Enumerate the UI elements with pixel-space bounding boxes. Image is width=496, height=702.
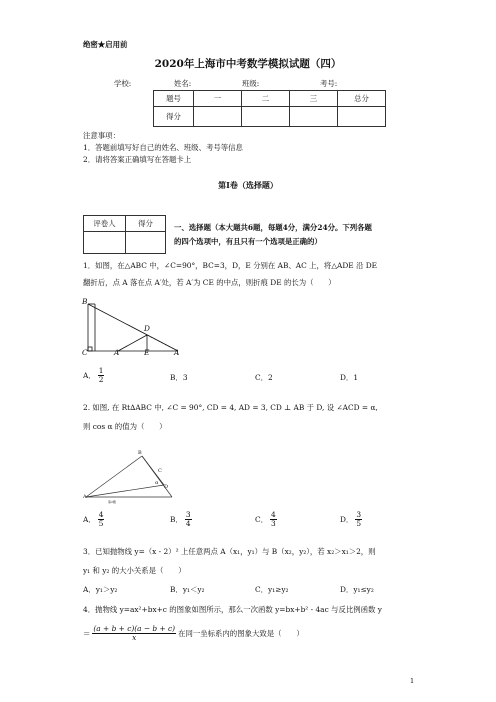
q1-figure [78,296,188,366]
score-input-cell[interactable] [290,107,338,127]
q1-fig-label-d: D [144,324,150,333]
q2-option-c[interactable] [255,511,277,528]
q2-option-d[interactable] [340,511,362,528]
score-cell: 题号 [154,91,194,107]
q1-option-d[interactable]: D．1 [340,373,359,382]
q2-option-a-fraction [98,511,105,528]
q2-option-a-label: A． [83,514,96,524]
q2-option-c-label: C． [255,514,269,524]
class-field-label: 班级: [242,79,260,88]
fraction-denominator: 5 [356,518,362,528]
q4-tail: 在同一坐标系内的图象大致是（ ） [178,628,304,638]
school-field-label: 学校: [114,79,132,88]
grader-input-cell[interactable] [84,232,126,254]
id-field-label: 考号: [320,79,338,88]
fraction-numerator: 3 [356,510,362,519]
q3-option-b[interactable]: B．y₁＜y₂ [170,585,205,594]
fraction-denominator: 4 [185,518,191,528]
q2-fig-label-c: C [158,468,162,474]
notes-heading: 注意事项： [83,131,120,140]
q4-equals: ＝ [83,628,91,638]
score-cell: 三 [290,91,338,107]
name-field-label: 姓名: [174,79,192,88]
q2-option-b[interactable] [170,511,192,528]
q1-option-a[interactable] [83,367,104,384]
q3-stem-line2: y₁ 和 y₂ 的大小关系是（ ） [83,566,186,575]
q2-figure [80,437,180,502]
exam-title: 2020年上海市中考数学模拟试题（四） [154,58,342,70]
grader-label: 评卷人 [84,216,126,232]
q3-stem-line1: 3．已知抛物线 y=（x - 2）² 上任意两点 A（x₁，y₁）与 B（x₂，y₂），若 x₂＞x₁＞2，则 [83,547,376,556]
notes-item: 2．请将答案正确填写在答题卡上 [83,155,192,164]
q2-option-c-fraction [270,511,277,528]
fraction-denominator: 3 [271,518,276,528]
volume-title: 第I卷（选择题） [218,180,278,190]
section-heading-line2: 的四个选项中，有且只有一个选项是正确的） [174,237,322,246]
fraction-numerator: 3 [185,510,191,519]
fraction-denominator: 5 [98,518,104,528]
q1-fig-label-c: C [82,348,88,357]
q2-fig-label-d: D [164,484,169,490]
q1-option-b[interactable]: B．3 [170,373,188,382]
q2-option-d-fraction [355,511,362,528]
secret-label: 绝密★启用前 [83,40,128,49]
score-input-cell[interactable] [242,107,290,127]
q2-fig-label-a: A [83,494,87,500]
fraction-numerator: 4 [98,510,104,519]
q4-fraction [92,625,176,642]
q2-fig-caption: 第2题 [108,500,116,504]
notes-item: 1．答题前填写好自己的姓名、班级、考号等信息 [83,143,243,152]
fraction-numerator: (a + b + c)(a − b + c) [93,624,176,633]
q1-stem-line2: 翻折后，点 A 落在点 A′处，若 A′为 CE 的中点，则折痕 DE 的长为（ ） [83,278,336,287]
q1-fig-label-a: A [174,348,180,357]
grader-input-cell[interactable] [126,232,166,254]
q2-option-a[interactable] [83,511,104,528]
section-heading-line1: 一、选择题（本大题共6题，每题4分，满分24分。下列各题 [174,223,372,232]
score-cell: 一 [194,91,242,107]
q2-fig-label-alpha: α [155,480,159,486]
score-input-cell[interactable] [194,107,242,127]
q4-stem-line2 [83,625,304,642]
score-table [153,90,386,127]
q1-option-a-label: A． [83,370,96,380]
q4-stem-line1: 4．抛物线 y=ax²+bx+c 的图象如图所示，那么一次函数 y=bx+b² - 4ac 与反比例函数 y [83,605,382,614]
q2-fig-label-b: B [138,450,142,456]
score-cell: 得分 [154,107,194,127]
fraction-denominator: x [132,632,137,642]
q2-stem-line1: 2. 如图, 在 Rt∆ABC 中, ∠C = 90°, CD = 4, AD = 3, CD ⊥ AB 于 D, 设 ∠ACD = α, [83,403,378,412]
score-table-score-row [154,107,386,127]
q1-stem-line1: 1．如图，在△ABC 中，∠C=90°，BC=3，D，E 分别在 AB、AC 上，将△ADE 沿 DE [83,261,378,270]
q1-option-a-fraction [98,367,105,384]
q1-fig-label-a-prime: A′ [114,348,122,357]
q3-option-d[interactable]: D．y₁≤y₂ [340,585,374,594]
q3-option-c[interactable]: C．y₁≥y₂ [255,585,289,594]
grader-table [83,215,166,254]
page-number: 1 [410,677,415,685]
q2-stem-line2: 则 cos α 的值为（ ） [83,422,167,431]
score-cell: 总分 [338,91,386,107]
score-table-header-row [154,91,386,107]
q2-option-b-fraction [185,511,192,528]
fraction-numerator: 1 [98,366,104,375]
score-cell: 二 [242,91,290,107]
q2-option-b-label: B． [170,514,183,524]
fraction-numerator: 4 [271,510,276,519]
q1-fig-label-b: B [82,297,88,306]
grader-label: 得分 [126,216,166,232]
q3-option-a[interactable]: A．y₁＞y₂ [83,585,118,594]
score-input-cell[interactable] [338,107,386,127]
q1-fig-label-e: E [144,348,150,357]
q1-option-c[interactable]: C．2 [255,373,273,382]
fraction-denominator: 2 [98,374,104,384]
q2-option-d-label: D． [340,514,354,524]
